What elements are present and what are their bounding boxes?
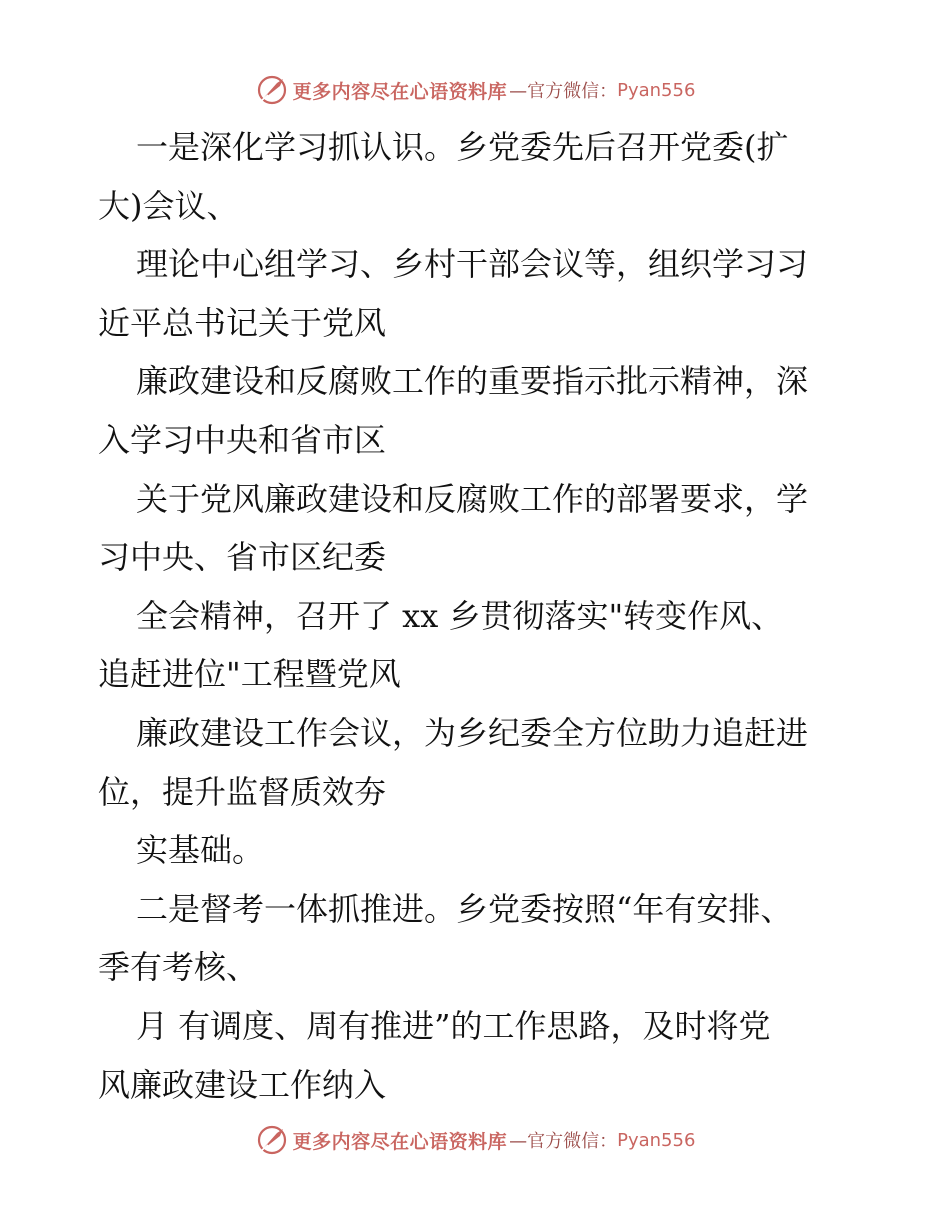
document-body xyxy=(98,118,858,1114)
quill-logo-icon xyxy=(255,1123,289,1157)
text-line: 季有考核、 xyxy=(98,948,259,987)
watermark-main-text: 更多内容尽在心语资料库 xyxy=(292,1130,508,1153)
watermark-main-text: 更多内容尽在心语资料库 xyxy=(292,80,508,103)
text-line: 入学习中央和省市区 xyxy=(98,420,387,459)
text-line: 廉政建设和反腐败工作的重要指示批示精神，深 xyxy=(136,362,809,401)
watermark-id: Pyan556 xyxy=(617,79,696,101)
quill-logo-icon xyxy=(255,73,289,107)
text-line: 月 有调度、周有推进”的工作思路，及时将党 xyxy=(136,1006,771,1045)
header-watermark xyxy=(0,72,950,108)
text-line: 近平总书记关于党风 xyxy=(98,303,387,342)
text-line: 关于党风廉政建设和反腐败工作的部署要求，学 xyxy=(136,479,809,518)
text-line: 习中央、省市区纪委 xyxy=(98,538,387,577)
text-line: 廉政建设工作会议，为乡纪委全方位助力追赶进 xyxy=(136,713,809,752)
watermark-separator: —官方微信： xyxy=(509,1131,618,1152)
footer-watermark xyxy=(0,1122,950,1158)
watermark-id: Pyan556 xyxy=(617,1129,696,1151)
text-line: 理论中心组学习、乡村干部会议等，组织学习习 xyxy=(136,245,809,284)
text-line: 实基础。 xyxy=(136,831,265,870)
text-line: 大)会议、 xyxy=(98,186,239,225)
text-line: 一是深化学习抓认识。乡党委先后召开党委(扩 xyxy=(136,128,789,166)
text-line: 风廉政建设工作纳入 xyxy=(98,1065,387,1104)
text-line: 二是督考一体抓推进。乡党委按照“年有安排、 xyxy=(136,889,793,928)
text-line: 位，提升监督质效夯 xyxy=(98,772,387,811)
text-line: 全会精神，召开了 xx 乡贯彻落实"转变作风、 xyxy=(136,596,784,635)
text-line: 追赶进位"工程暨党风 xyxy=(98,655,401,694)
watermark-separator: —官方微信： xyxy=(509,81,618,102)
